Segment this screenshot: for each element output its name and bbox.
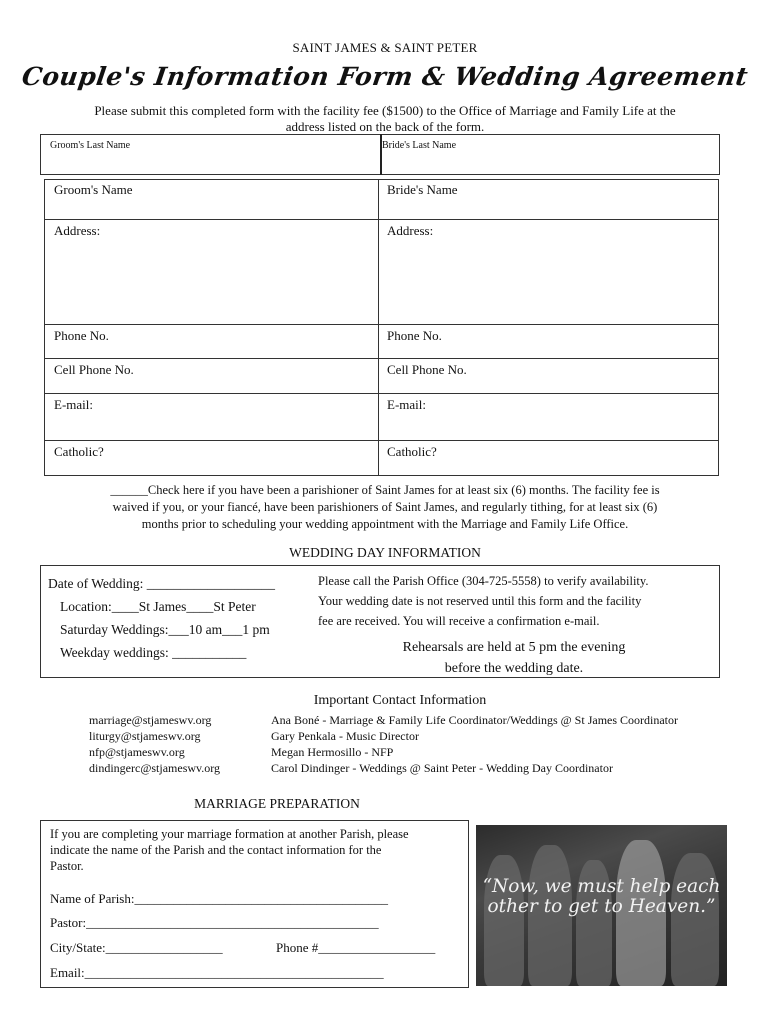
- contact-email[interactable]: dindingerc@stjameswv.org: [89, 761, 221, 775]
- quote-line-1: “Now, we must help each: [482, 876, 721, 897]
- bride-last-name-label: Bride's Last Name: [382, 140, 457, 151]
- wedding-day-heading: WEDDING DAY INFORMATION: [289, 545, 481, 560]
- saturday-weddings-field[interactable]: Saturday Weddings:___10 am___1 pm: [60, 622, 270, 637]
- mp-text-line-1: If you are completing your marriage formation at another Parish, please: [50, 827, 409, 841]
- bride-name-field[interactable]: Bride's Name: [387, 182, 458, 197]
- intro-line-2: address listed on the back of the form.: [285, 119, 485, 134]
- marriage-prep-instructions: [50, 826, 460, 874]
- row-line-2: [44, 324, 719, 325]
- call-line-1: Please call the Parish Office (304-725-5558) to verify availability.: [318, 574, 649, 588]
- phone-field[interactable]: Phone #__________________: [276, 940, 436, 955]
- bride-email-field[interactable]: E-mail:: [387, 397, 426, 412]
- photo-figure: [484, 855, 524, 986]
- couple-info-box: [44, 179, 719, 476]
- contact-email[interactable]: nfp@stjameswv.org: [89, 745, 185, 759]
- call-line-3: fee are received. You will receive a confirmation e-mail.: [318, 614, 600, 628]
- availability-notice: [318, 571, 710, 631]
- contact-email[interactable]: marriage@stjameswv.org: [89, 713, 212, 727]
- email-field[interactable]: Email:______________________________________________: [50, 965, 384, 980]
- intro-line-1: Please submit this completed form with the facility fee ($1500) to the Office of Marriage and Family Life at the: [94, 103, 676, 118]
- city-state-field[interactable]: City/State:__________________: [50, 940, 223, 955]
- groom-phone-field[interactable]: Phone No.: [54, 328, 109, 343]
- rehearsal-line-1: Rehearsals are held at 5 pm the evening: [402, 640, 626, 655]
- weekday-weddings-field[interactable]: Weekday weddings: ___________: [60, 645, 247, 660]
- parish-name: SAINT JAMES & SAINT PETER: [292, 40, 478, 55]
- call-line-2: Your wedding date is not reserved until this form and the facility: [318, 594, 642, 608]
- intro-text: [48, 103, 722, 135]
- groom-last-name-field[interactable]: [42, 152, 378, 173]
- row-line-1: [44, 219, 719, 220]
- parishioner-check[interactable]: [40, 482, 730, 533]
- parishioner-line-3: months prior to scheduling your wedding appointment with the Marriage and Family Life Office.: [141, 517, 629, 531]
- bride-address-field[interactable]: Address:: [387, 223, 434, 238]
- row-line-3: [44, 358, 719, 359]
- photo-quote: [476, 877, 727, 917]
- contacts-heading: Important Contact Information: [313, 693, 487, 708]
- bride-cell-phone-field[interactable]: Cell Phone No.: [387, 362, 467, 377]
- rehearsal-line-2: before the wedding date.: [444, 661, 584, 676]
- couple-info-divider: [378, 179, 379, 476]
- groom-address-field[interactable]: Address:: [54, 223, 101, 238]
- mp-text-line-2: indicate the name of the Parish and the contact information for the: [50, 843, 382, 857]
- bride-last-name-field[interactable]: [383, 152, 718, 173]
- location-field[interactable]: Location:____St James____St Peter: [60, 599, 256, 614]
- contact-email[interactable]: liturgy@stjameswv.org: [89, 729, 201, 743]
- groom-last-name-label: Groom's Last Name: [50, 140, 131, 151]
- groom-name-field[interactable]: Groom's Name: [54, 182, 133, 197]
- contact-name: Gary Penkala - Music Director: [271, 729, 419, 743]
- contact-name: Megan Hermosillo - NFP: [271, 745, 394, 759]
- marriage-prep-heading: MARRIAGE PREPARATION: [194, 796, 360, 811]
- mp-text-line-3: Pastor.: [50, 859, 84, 873]
- wedding-photo: [476, 825, 727, 986]
- bride-catholic-field[interactable]: Catholic?: [387, 444, 437, 459]
- rehearsal-notice: [318, 637, 710, 679]
- parish-name-field[interactable]: Name of Parish:_______________________________________: [50, 891, 388, 906]
- parishioner-line-2: waived if you, or your fiancé, have been parishioners of Saint James, and regularly tithing, for at least six (6): [112, 500, 658, 514]
- pastor-field[interactable]: Pastor:_____________________________________________: [50, 915, 379, 930]
- row-line-5: [44, 440, 719, 441]
- photo-figure: [671, 853, 719, 986]
- quote-line-2: other to get to Heaven.”: [487, 896, 716, 917]
- groom-cell-phone-field[interactable]: Cell Phone No.: [54, 362, 134, 377]
- contact-names: [271, 712, 678, 776]
- form-title: Couple's Information Form & Wedding Agreement: [20, 62, 750, 91]
- bride-phone-field[interactable]: Phone No.: [387, 328, 442, 343]
- contact-emails: [89, 712, 220, 776]
- groom-catholic-field[interactable]: Catholic?: [54, 444, 104, 459]
- date-of-wedding-field[interactable]: Date of Wedding: ___________________: [48, 576, 276, 591]
- parishioner-line-1: ______Check here if you have been a parishioner of Saint James for at least six (6) months. The facility fee is: [110, 483, 660, 497]
- contact-name: Carol Dindinger - Weddings @ Saint Peter - Wedding Day Coordinator: [271, 761, 613, 775]
- contact-name: Ana Boné - Marriage & Family Life Coordinator/Weddings @ St James Coordinator: [271, 713, 679, 727]
- groom-email-field[interactable]: E-mail:: [54, 397, 93, 412]
- row-line-4: [44, 393, 719, 394]
